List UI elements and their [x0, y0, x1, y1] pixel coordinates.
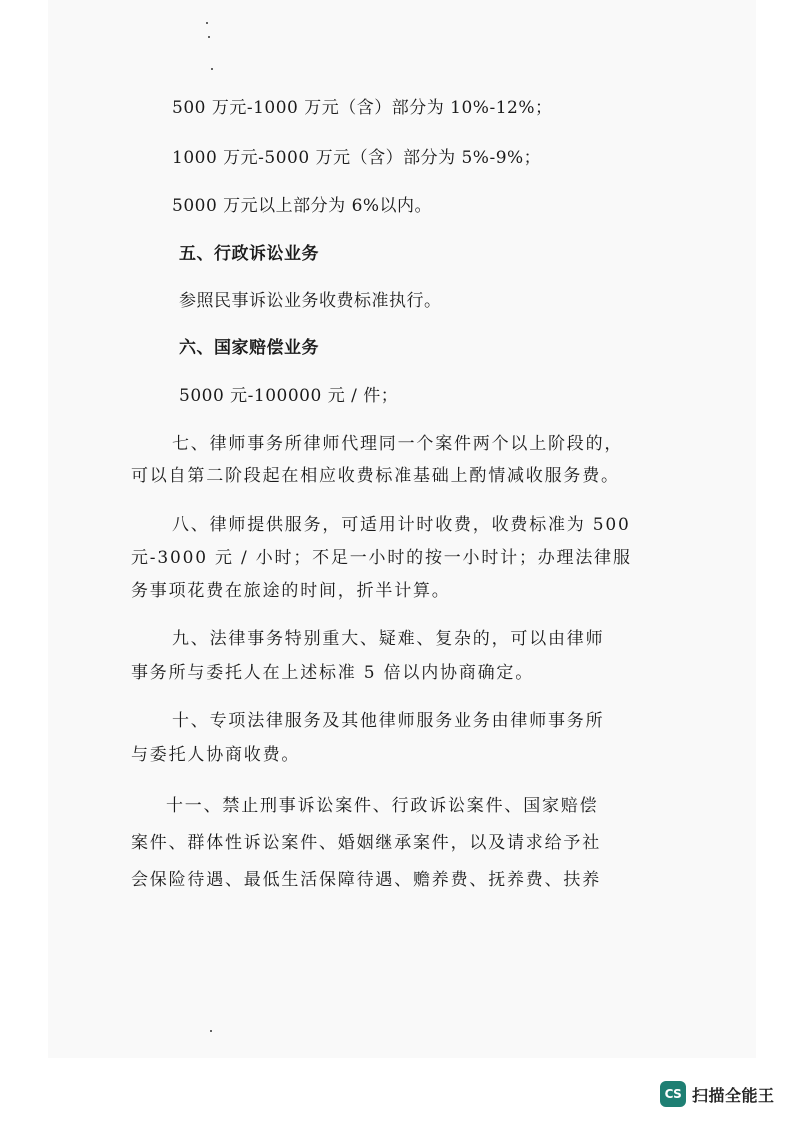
fee-tier-line-2: 1000 万元-5000 万元（含）部分为 5%-9%；	[172, 148, 542, 168]
scan-speck	[206, 22, 208, 24]
clause-8-line-2: 元-3000 元 / 小时；不足一小时的按一小时计；办理法律服	[131, 548, 632, 568]
clause-7-line-2: 可以自第二阶段起在相应收费标准基础上酌情减收服务费。	[131, 466, 620, 486]
camscanner-watermark	[660, 1079, 775, 1109]
clause-9-line-2: 事务所与委托人在上述标准 5 倍以内协商确定。	[131, 663, 535, 683]
section-heading-administrative: 五、行政诉讼业务	[179, 244, 319, 264]
camscanner-app-name: 扫描全能王	[692, 1085, 775, 1105]
clause-8-line-3: 务事项花费在旅途的时间，折半计算。	[131, 581, 451, 601]
scan-speck	[210, 1030, 212, 1032]
section-heading-state-compensation: 六、国家赔偿业务	[179, 338, 319, 358]
clause-11-line-1: 十一、禁止刑事诉讼案件、行政诉讼案件、国家赔偿	[166, 796, 599, 816]
clause-10-line-2: 与委托人协商收费。	[131, 745, 301, 765]
fee-tier-line-1: 500 万元-1000 万元（含）部分为 10%-12%；	[172, 98, 553, 118]
clause-11-line-2: 案件、群体性诉讼案件、婚姻继承案件，以及请求给予社	[131, 833, 601, 853]
camscanner-logo-icon: CS	[660, 1081, 686, 1107]
fee-tier-line-3: 5000 万元以上部分为 6%以内。	[172, 196, 433, 216]
clause-7-line-1: 七、律师事务所律师代理同一个案件两个以上阶段的，	[172, 434, 624, 454]
state-compensation-text: 5000 元-100000 元 / 件；	[179, 386, 399, 406]
clause-8-line-1: 八、律师提供服务，可适用计时收费，收费标准为 500	[172, 515, 631, 535]
scan-speck	[208, 36, 210, 38]
clause-10-line-1: 十、专项法律服务及其他律师服务业务由律师事务所	[172, 711, 605, 731]
clause-11-line-3: 会保险待遇、最低生活保障待遇、赡养费、抚养费、扶养	[131, 870, 601, 890]
administrative-text: 参照民事诉讼业务收费标准执行。	[179, 291, 442, 311]
clause-9-line-1: 九、法律事务特别重大、疑难、复杂的，可以由律师	[172, 629, 605, 649]
scan-speck	[211, 68, 213, 70]
